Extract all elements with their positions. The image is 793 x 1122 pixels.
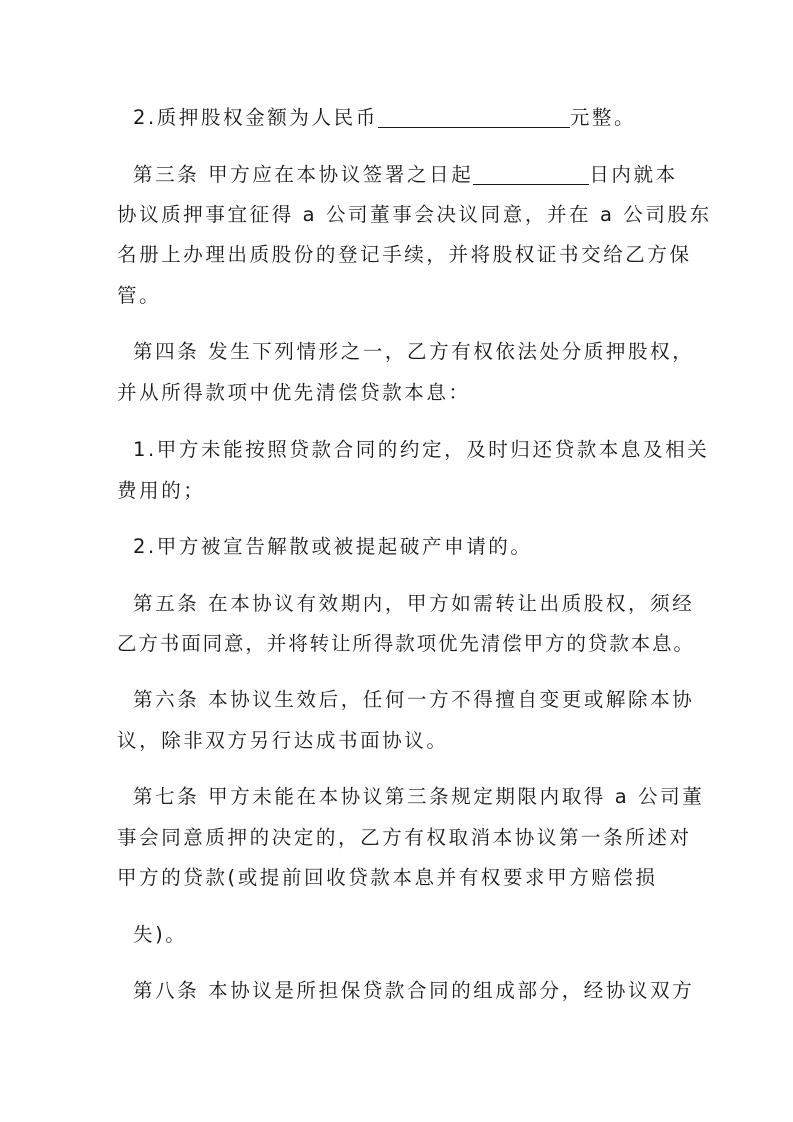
article-3-text: 第三条 甲方应在本协议签署之日起 bbox=[133, 163, 474, 186]
amount-blank bbox=[378, 108, 570, 128]
clause-2-amount-line bbox=[133, 108, 636, 128]
article-7-line-2: 事会同意质押的决定的，乙方有权取消本协议第一条所述对 bbox=[117, 826, 692, 849]
article-4-line-2: 并从所得款项中优先清偿贷款本息： bbox=[117, 381, 471, 404]
article-5-line-1: 第五条 在本协议有效期内，甲方如需转让出质股权，须经 bbox=[133, 592, 695, 615]
item-2-line-1: 2.甲方被宣告解散或被提起破产申请的。 bbox=[133, 535, 533, 558]
article-3-line-2: 协议质押事宜征得 a 公司董事会决议同意，并在 a 公司股东 bbox=[117, 203, 712, 226]
item-1-line-1: 1.甲方未能按照贷款合同的约定，及时归还贷款本息及相关 bbox=[133, 438, 710, 461]
clause-2-text: 2.质押股权金额为人民币 bbox=[133, 106, 378, 129]
article-8-line-1: 第八条 本协议是所担保贷款合同的组成部分，经协议双方 bbox=[133, 979, 695, 1002]
days-blank bbox=[473, 165, 589, 185]
article-7-line-1: 第七条 甲方未能在本协议第三条规定期限内取得 a 公司董 bbox=[133, 785, 705, 808]
article-3-line-4: 管。 bbox=[117, 284, 162, 307]
item-1-line-2: 费用的； bbox=[117, 479, 206, 502]
article-6-line-1: 第六条 本协议生效后，任何一方不得擅自变更或解除本协 bbox=[133, 688, 695, 711]
article-3-suffix: 日内就本 bbox=[589, 163, 678, 186]
article-7-line-4: 失)。 bbox=[133, 923, 188, 946]
article-6-line-2: 议，除非双方另行达成书面协议。 bbox=[117, 729, 449, 752]
article-7-line-3: 甲方的贷款(或提前回收贷款本息并有权要求甲方赔偿损 bbox=[117, 866, 658, 889]
article-3-line-3: 名册上办理出质股份的登记手续，并将股权证书交给乙方保 bbox=[117, 243, 692, 266]
article-4-line-1: 第四条 发生下列情形之一，乙方有权依法处分质押股权， bbox=[133, 340, 695, 363]
article-5-line-2: 乙方书面同意，并将转让所得款项优先清偿甲方的贷款本息。 bbox=[117, 632, 695, 655]
clause-2-suffix: 元整。 bbox=[569, 106, 637, 129]
article-3-line-1 bbox=[133, 165, 678, 185]
